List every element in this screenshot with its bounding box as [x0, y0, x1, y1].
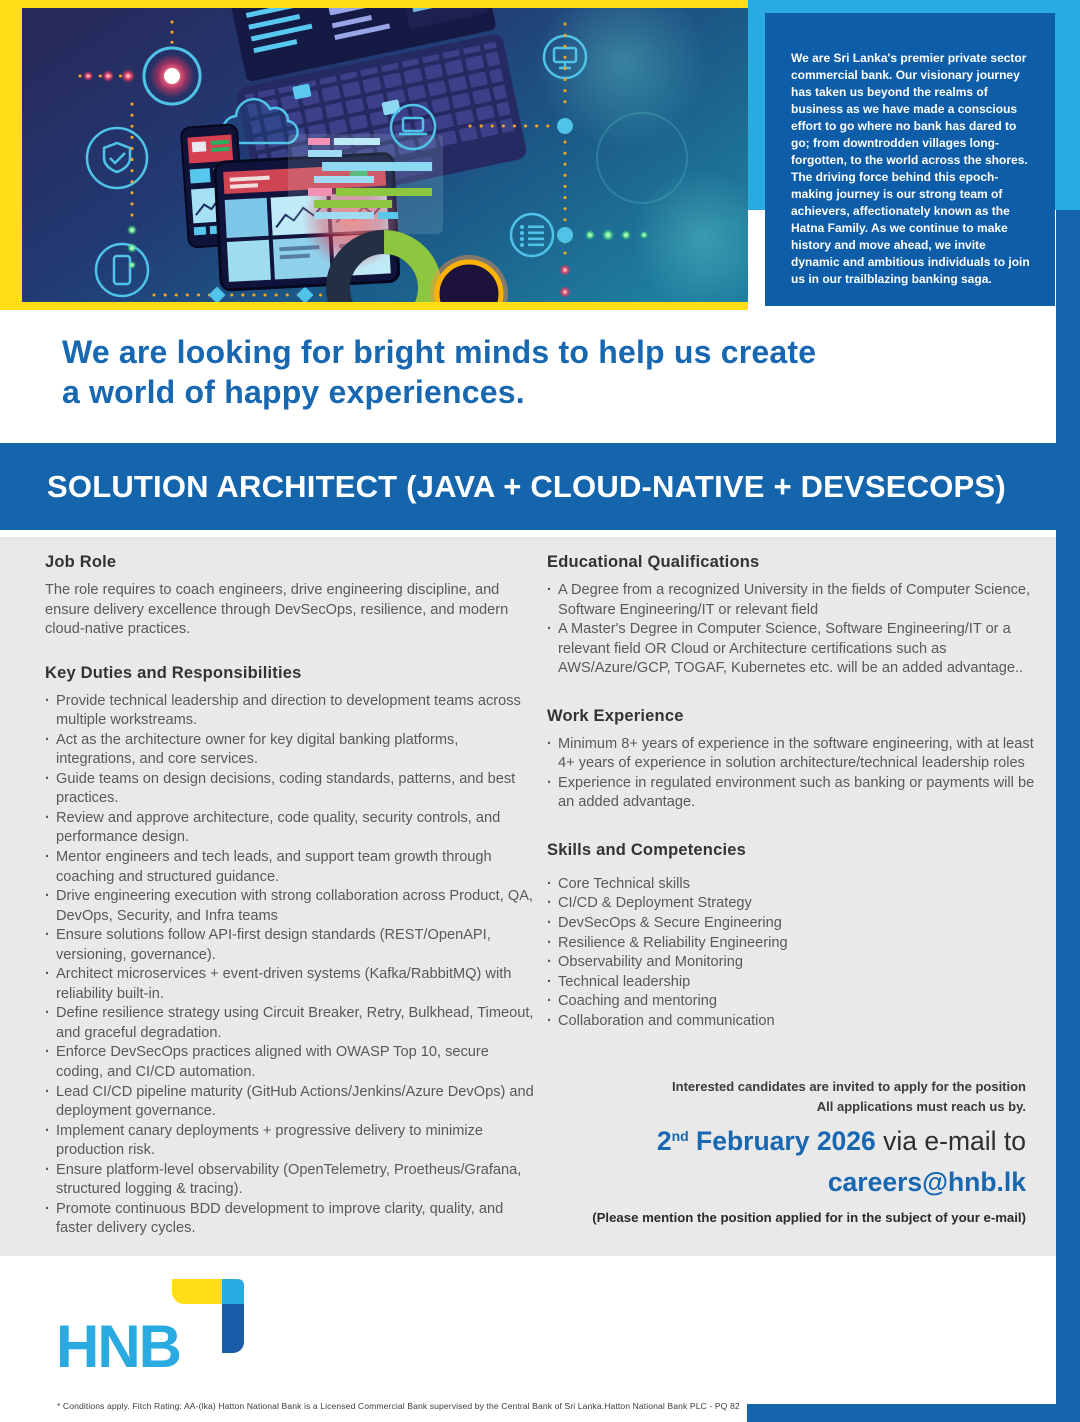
date-ordinal-suffix: nd [671, 1128, 689, 1145]
duty-item: · Lead CI/CD pipeline maturity (GitHub Actions/Jenkins/Azure DevOps) and deployment governance. [45, 1083, 539, 1122]
job-title-banner [0, 443, 1080, 530]
skill-item: · Technical leadership [547, 973, 1040, 993]
education-heading: Educational Qualifications [547, 553, 760, 571]
duty-item: · Provide technical leadership and direction to development teams across multiple workstreams. [45, 692, 539, 731]
skill-item: · Core Technical skills [547, 875, 1040, 895]
headline [62, 332, 1012, 412]
job-role-body: The role requires to coach engineers, drive engineering discipline, and ensure delivery excellence through DevSecOps, resilience, and modern cloud-native practices. [45, 582, 509, 638]
duty-item: · Architect microservices + event-driven systems (Kafka/RabbitMQ) with reliability built-in. [45, 965, 539, 1004]
experience-item: · Minimum 8+ years of experience in the software engineering, with at least 4+ years of experience in solution architecture/technical leadership roles [547, 735, 1040, 774]
duty-item: · Promote continuous BDD development to improve clarity, quality, and faster delivery cycles. [45, 1200, 539, 1239]
orange-ring-glow [435, 260, 503, 302]
headline-line1: We are looking for bright minds to help us create [62, 334, 817, 370]
fine-print: * Conditions apply. Fitch Rating: AA-(lka) Hatton National Bank is a Licensed Commercial Bank supervised by the Central Bank of Sri Lanka.Hatton National Bank PLC - PQ 82 [57, 1401, 740, 1411]
experience-item: · Experience in regulated environment such as banking or payments will be an added advantage. [547, 774, 1040, 813]
hero-illustration [22, 8, 748, 302]
education-list [547, 581, 1040, 679]
skill-item: · CI/CD & Deployment Strategy [547, 894, 1040, 914]
application-instructions [506, 1077, 1026, 1225]
apply-line1: Interested candidates are invited to apply for the position [672, 1079, 1026, 1094]
duty-item: · Enforce DevSecOps practices aligned with OWASP Top 10, secure coding, and CI/CD automation. [45, 1043, 539, 1082]
experience-list [547, 735, 1040, 813]
skill-item: · Resilience & Reliability Engineering [547, 934, 1040, 954]
right-edge-strip [1056, 210, 1080, 1422]
hnb-logo-mark-blue [222, 1304, 244, 1353]
duties-heading: Key Duties and Responsibilities [45, 663, 302, 682]
skill-item: · DevSecOps & Secure Engineering [547, 914, 1040, 934]
duty-item: · Ensure platform-level observability (OpenTelemetry, Proetheus/Grafana, structured logging & tracing). [45, 1161, 539, 1200]
right-column [547, 553, 1040, 1031]
duty-item: · Define resilience strategy using Circuit Breaker, Retry, Bulkhead, Timeout, and graceful degradation. [45, 1004, 539, 1043]
apply-email: careers@hnb.lk [827, 1167, 1026, 1198]
apply-deadline-line: 2nd February 2026 via e-mail to [656, 1126, 1026, 1157]
experience-heading: Work Experience [547, 706, 684, 725]
job-title: SOLUTION ARCHITECT (JAVA + CLOUD-NATIVE + DEVSECOPS) [47, 468, 1006, 504]
hnb-logo-text: HNB [56, 1313, 180, 1380]
bottom-blue-bar [747, 1404, 1080, 1422]
duty-item: · Review and approve architecture, code quality, security controls, and performance design. [45, 809, 539, 848]
duty-item: · Drive engineering execution with strong collaboration across Product, QA, DevOps, Security, and Infra teams [45, 887, 539, 926]
apply-note: (Please mention the position applied for in the subject of your e-mail) [592, 1209, 1026, 1225]
duty-item: · Act as the architecture owner for key digital banking platforms, integrations, and core services. [45, 731, 539, 770]
duty-item: · Mentor engineers and tech leads, and support team growth through coaching and structured guidance. [45, 848, 539, 887]
tech-collage-illustration [22, 8, 748, 302]
skill-item: · Observability and Monitoring [547, 953, 1040, 973]
hnb-logo-mark-cyan [222, 1279, 244, 1304]
education-item: · A Degree from a recognized University in the fields of Computer Science, Software Engineering/IT or relevant field [547, 581, 1040, 620]
skill-item: · Collaboration and communication [547, 1012, 1040, 1032]
headline-line2: a world of happy experiences. [62, 374, 525, 410]
duty-item: · Guide teams on design decisions, coding standards, patterns, and best practices. [45, 770, 539, 809]
left-column [45, 553, 539, 1239]
skill-item: · Coaching and mentoring [547, 992, 1040, 1012]
content-area [0, 537, 1056, 1256]
apply-line2: All applications must reach us by. [816, 1099, 1026, 1115]
bank-intro-box [765, 13, 1055, 306]
duty-item: · Implement canary deployments + progressive delivery to minimize production risk. [45, 1122, 539, 1161]
via-email-text: via e-mail to [875, 1126, 1026, 1157]
bank-intro-text: We are Sri Lanka's premier private sector commercial bank. Our visionary journey has taken us beyond the realms of business as we have made a conscious effort to go where no bank has dared to go; from downtrodden villages long-forgotten, to the world across the shores. The driving force behind this epoch-making journey is our strong team of achievers, affectionately known as the Hatna Family. As we continue to make history and move ahead, we invite dynamic and ambitious individuals to join us in our trailblazing banking saga. [791, 51, 1030, 287]
skills-list [547, 875, 1040, 1031]
duty-item: · Ensure solutions follow API-first design standards (REST/OpenAPI, versioning, governance). [45, 926, 539, 965]
education-item: · A Master's Degree in Computer Science, Software Engineering/IT or a relevant field OR Cloud or Architecture certifications such as AWS/Azure/GCP, TOGAF, Kubernetes etc. will be an added advantage.. [547, 620, 1040, 679]
skills-heading: Skills and Competencies [547, 840, 746, 859]
hnb-logo-mark-yellow [172, 1279, 222, 1304]
duties-list [45, 692, 539, 1239]
job-role-heading: Job Role [45, 553, 117, 571]
